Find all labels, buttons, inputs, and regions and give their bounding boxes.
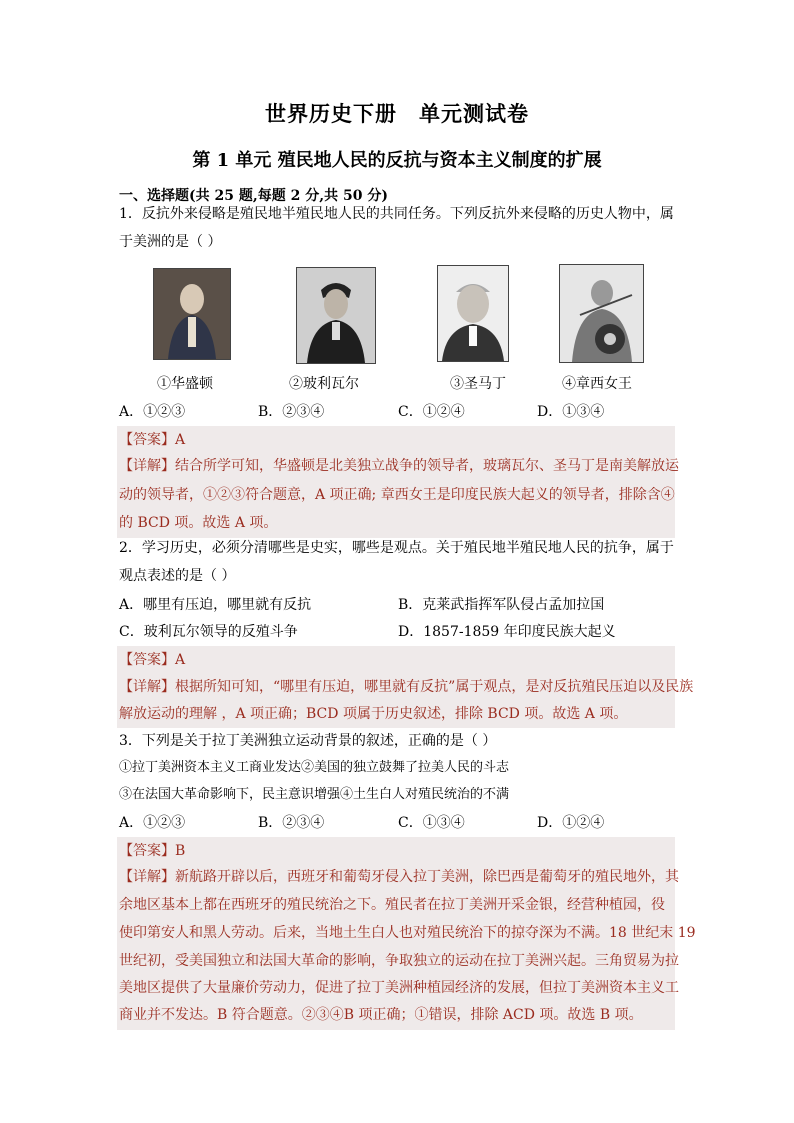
q3-statement-1: ①拉丁美洲资本主义工商业发达②美国的独立鼓舞了拉美人民的斗志 xyxy=(119,760,510,775)
caption-washington: ①华盛顿 xyxy=(157,376,213,392)
caption-rani: ④章西女王 xyxy=(562,376,632,392)
q1-option-a: A．①②③ xyxy=(119,404,186,420)
q2-option-d: D．1857-1859 年印度民族大起义 xyxy=(398,624,616,640)
q3-detail-line3: 使印第安人和黑人劳动。后来，当地土生白人也对殖民统治下的掠夺深为不满。18 世纪末 19 xyxy=(119,925,696,941)
q3-detail-line4: 世纪初，受美国独立和法国大革命的影响，争取独立的运动在拉丁美洲兴起。三角贸易为拉 xyxy=(119,953,679,969)
q3-detail-line6: 商业并不发达。B 符合题意。②③④B 项正确；①错误，排除 ACD 项。故选 B 项。 xyxy=(119,1007,643,1023)
caption-bolivar: ②玻利瓦尔 xyxy=(289,376,359,392)
q1-option-d: D．①③④ xyxy=(537,404,605,420)
q1-detail-line3: 的 BCD 项。故选 A 项。 xyxy=(119,515,278,531)
q1-detail-line1: 【详解】结合所学可知，华盛顿是北美独立战争的领导者，玻璃瓦尔、圣马丁是南美解放运 xyxy=(119,458,679,474)
portrait-washington-image xyxy=(153,268,231,360)
q1-stem-line1: 1．反抗外来侵略是殖民地半殖民地人民的共同任务。下列反抗外来侵略的历史人物中，属 xyxy=(119,206,674,222)
q3-detail-line2: 余地区基本上都在西班牙的殖民统治之下。殖民者在拉丁美洲开采金银，经营种植园，役 xyxy=(119,897,665,913)
q2-detail-line2: 解放运动的理解 ，A 项正确；BCD 项属于历史叙述，排除 BCD 项。故选 A 项。 xyxy=(119,706,628,722)
q3-option-c: C．①③④ xyxy=(398,815,465,831)
q2-option-c: C．玻利瓦尔领导的反殖斗争 xyxy=(119,624,298,640)
q3-detail-line5: 美地区提供了大量廉价劳动力，促进了拉丁美洲种植园经济的发展，但拉丁美洲资本主义工 xyxy=(119,980,679,996)
caption-san-martin: ③圣马丁 xyxy=(450,376,506,392)
unit-title: 第 1 单元 殖民地人民的反抗与资本主义制度的扩展 xyxy=(192,150,602,171)
q2-answer: 【答案】A xyxy=(119,652,186,668)
q2-detail-line1: 【详解】根据所知可知，“哪里有压迫，哪里就有反抗”属于观点，是对反抗殖民压迫以及民族 xyxy=(119,679,694,695)
q1-stem-line2: 于美洲的是（ ） xyxy=(119,234,222,250)
q3-option-b: B．②③④ xyxy=(258,815,325,831)
q3-stem: 3．下列是关于拉丁美洲独立运动背景的叙述，正确的是（ ） xyxy=(119,733,497,749)
q3-option-a: A．①②③ xyxy=(119,815,186,831)
q3-answer: 【答案】B xyxy=(119,843,186,859)
page-title: 世界历史下册 单元测试卷 xyxy=(265,101,529,126)
q2-stem-line2: 观点表述的是（ ） xyxy=(119,568,236,584)
section-heading: 一、选择题(共 25 题,每题 2 分,共 50 分) xyxy=(119,188,388,204)
portrait-rani-lakshmibai-image xyxy=(559,264,644,363)
portrait-san-martin-image xyxy=(437,265,509,362)
q1-detail-line2: 动的领导者，①②③符合题意，A 项正确; 章西女王是印度民族大起义的领导者，排除含④ xyxy=(119,487,675,503)
q2-stem-line1: 2．学习历史，必须分清哪些是史实，哪些是观点。关于殖民地半殖民地人民的抗争，属于 xyxy=(119,540,674,556)
q3-option-d: D．①②④ xyxy=(537,815,605,831)
q3-statement-2: ③在法国大革命影响下，民主意识增强④土生白人对殖民统治的不满 xyxy=(119,787,510,802)
q1-answer: 【答案】A xyxy=(119,432,186,448)
q1-option-b: B．②③④ xyxy=(258,404,325,420)
q2-option-a: A．哪里有压迫，哪里就有反抗 xyxy=(119,597,312,613)
q1-option-c: C．①②④ xyxy=(398,404,465,420)
portrait-bolivar-image xyxy=(296,267,376,364)
q3-detail-line1: 【详解】新航路开辟以后，西班牙和葡萄牙侵入拉丁美洲，除巴西是葡萄牙的殖民地外，其 xyxy=(119,869,679,885)
q2-option-b: B．克莱武指挥军队侵占孟加拉国 xyxy=(398,597,605,613)
